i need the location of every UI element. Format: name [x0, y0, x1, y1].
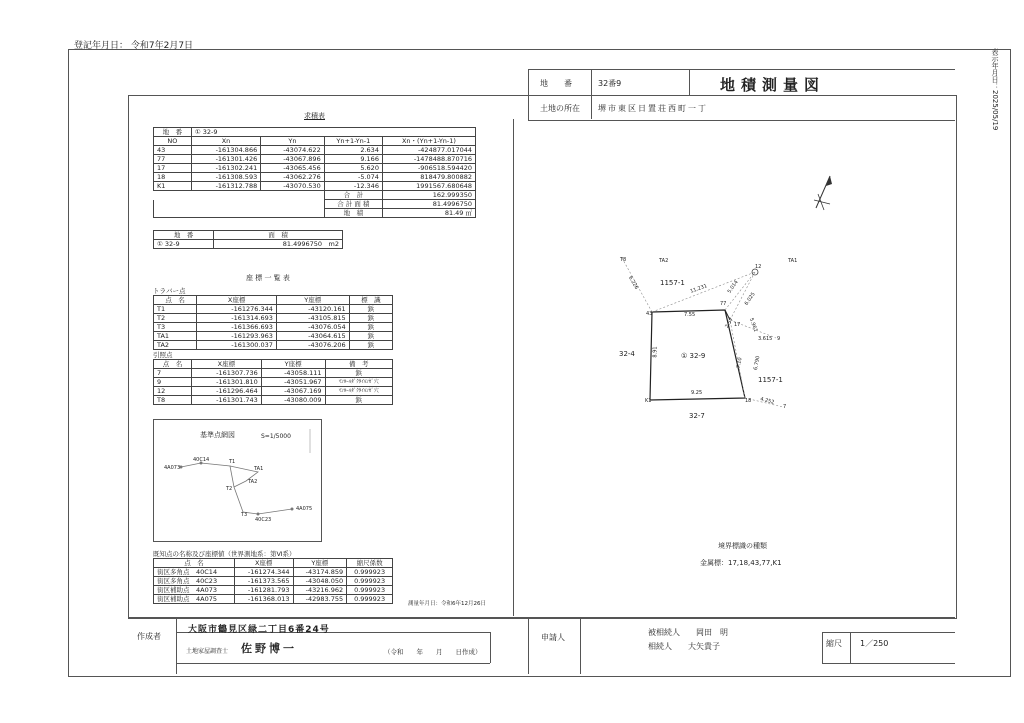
plan-pt-12: 12	[755, 264, 762, 270]
traverse-label: トラバー点	[153, 287, 186, 295]
dist-3615: 3.615	[758, 336, 773, 342]
dist-6025: 6.025	[743, 291, 757, 307]
north-arrow-icon	[808, 172, 836, 214]
dist-6226: 6.226	[626, 275, 640, 291]
dist-257: 2.57	[724, 316, 735, 330]
neighbor-1157-1-top: 1157-1	[660, 279, 685, 287]
dist-891: 8.91	[652, 346, 659, 358]
neighbor-32-7: 32-7	[689, 412, 705, 420]
net-pt-ta2: TA2	[248, 479, 258, 485]
table-row: K1 -161312.788 -43070.530 -12.346 1991567.680648	[154, 182, 476, 191]
maker-address: 大阪市鶴見区緑二丁目6番24号	[188, 625, 330, 635]
net-pt-40c23: 40C23	[255, 517, 272, 523]
network-scale: S=1/5000	[261, 433, 291, 440]
neighbor-32-4: 32-4	[619, 350, 635, 358]
area-calc-header: NO Xn Yn Yn+1-Yn-1 Xn・(Yn+1-Yn-1)	[154, 137, 476, 146]
scale-value: 1／250	[860, 639, 889, 648]
table-row: 7 -161307.736 -43058.111 鋲	[154, 369, 393, 378]
table-row: 街区補助点 4A073 -161281.793 -43216.962 0.999923	[154, 586, 393, 595]
net-pt-t1: T1	[229, 459, 236, 465]
chiban-label: 地 番	[540, 79, 572, 88]
reference-label: 引照点	[153, 351, 173, 359]
location-label: 土地の所在	[540, 104, 580, 113]
dist-4252: 4.252	[759, 396, 775, 406]
table-row: 街区多角点 40C14 -161274.344 -43174.859 0.999923	[154, 568, 393, 577]
applicant-label: 申請人	[541, 633, 565, 642]
neighbor-1157-1-right: 1157-1	[758, 376, 783, 384]
dist-6790: 6.790	[752, 355, 762, 371]
table-row: T3 -161366.693 -43076.054 鋲	[154, 323, 393, 332]
maker-title: 土地家屋調査士	[186, 648, 229, 655]
area-summary-table: 地 番 面 積 ① 32-9 81.4996750 m2	[153, 230, 343, 249]
side-date: 表示年月日：2025/05/19	[991, 48, 999, 131]
plan-pt-k1: K1	[645, 398, 652, 404]
table-row: TA2 -161300.037 -43076.206 鋲	[154, 341, 393, 350]
plan-pt-7: 7	[783, 404, 787, 410]
plan-pt-t8: T8	[620, 257, 627, 263]
plan-pt-43: 43	[646, 311, 653, 317]
known-points-table: 点 名 X座標 Y座標 縮尺係数 街区多角点 40C14 -161274.344 -43174.859 0.999923 街区多角点 40C23 -161373.565 -43048.050 0.999923 街区補助点 4A073 -161281.793 -43216.962 0.999923 街区補助点 4A075 -161368.013 -42983.755 0.999923	[153, 558, 393, 604]
table-row: 12 -161296.464 -43067.169 ﾏﾝﾎｰﾙﾀﾞｸﾀｲﾙﾝｶﾞ穴	[154, 387, 393, 396]
network-lines	[153, 419, 320, 540]
dist-925: 9.25	[691, 390, 703, 396]
table-row: 18 -161308.593 -43062.276 -5.074 818479.800882	[154, 173, 476, 182]
table-row: TA1 -161293.963 -43064.615 鋲	[154, 332, 393, 341]
applicant-heir1: 被相続人 岡田 明	[648, 628, 728, 637]
plan-pt-17: 17	[734, 322, 741, 328]
dist-755: 7.55	[684, 312, 696, 318]
area-calc-title: 求積表	[304, 112, 325, 120]
page-title: 地積測量図	[720, 76, 826, 94]
scale-label: 縮尺	[826, 639, 842, 648]
coords-title: 座 標 一 覧 表	[246, 274, 290, 282]
dist-710: 7.10	[735, 356, 744, 370]
net-pt-40c14: 40C14	[193, 457, 210, 463]
maker-date: （令和 年 月 日作成）	[384, 648, 482, 656]
applicant-heir2: 相続人 大矢貴子	[648, 642, 720, 651]
table-row: 9 -161301.810 -43051.967 ﾏﾝﾎｰﾙﾀﾞｸﾀｲﾙﾝｶﾞ穴	[154, 378, 393, 387]
table-row: T2 -161314.693 -43105.815 鋲	[154, 314, 393, 323]
location-value: 堺市東区日置荘西町一丁	[598, 104, 708, 113]
maker-name: 佐野博一	[241, 642, 297, 655]
table-row: 17 -161302.241 -43065.456 5.620 -906518.594420	[154, 164, 476, 173]
network-title: 基準点網図	[200, 431, 235, 439]
reference-table: 点 名 X座標 Y座標 備 考 7 -161307.736 -43058.111 鋲 9 -161301.810 -43051.967 ﾏﾝﾎｰﾙﾀﾞｸﾀｲﾙﾝｶﾞ穴 12 -161296.464 -43067.169 ﾏﾝﾎｰﾙﾀﾞｸﾀｲﾙﾝｶﾞ穴 T8 -161301.743 -43080.009 鋲	[153, 359, 393, 405]
traverse-table: 点 名 X座標 Y座標 標 識 T1 -161276.344 -43120.161 鋲 T2 -161314.693 -43105.815 鋲 T3 -161366.693 -43076.054 鋲 TA1 -161293.963 -43064.615 鋲 TA2 -161300.037 -43076.206 鋲	[153, 295, 393, 350]
table-row: 77 -161301.426 -43067.896 9.166 -1478488.870716	[154, 155, 476, 164]
net-pt-4a073: 4A073	[164, 465, 181, 471]
net-pt-4a075: 4A075	[296, 506, 313, 512]
plan-pt-18: 18	[745, 398, 752, 404]
dist-5961: 5.961	[747, 317, 759, 333]
table-row: 43 -161304.866 -43074.622 2.634 -424877.017044	[154, 146, 476, 155]
table-row: 街区補助点 4A075 -161368.013 -42983.755 0.999923	[154, 595, 393, 604]
plan-pt-77: 77	[720, 301, 727, 307]
survey-date: 測量年月日：令和6年12月26日	[408, 601, 486, 607]
net-pt-ta1: TA1	[254, 466, 264, 472]
net-pt-t3: T3	[241, 512, 248, 518]
dist-5014: 5.014	[726, 279, 740, 295]
chiban-value: 32番9	[598, 79, 622, 88]
plan-pt-ta1: TA1	[788, 258, 798, 264]
boundary-value: 金属標：17,18,43,77,K1	[700, 559, 782, 567]
boundary-title: 境界標識の種類	[718, 542, 767, 550]
maker-label: 作成者	[137, 632, 161, 641]
table-row: T8 -161301.743 -43080.009 鋲	[154, 396, 393, 405]
registration-date: 登記年月日： 令和7年2月7日	[74, 41, 194, 51]
area-calc-table: 地 番 ① 32-9 NO Xn Yn Yn+1-Yn-1 Xn・(Yn+1-Yn-1) 43 -161304.866 -43074.622 2.634 -424877.017044 77 -161301.426 -43067.896 9.166 -1478488.870716 17 -161302.241 -43065.456 5.620 -906518.594420 18 -161308.593 -43062.276 -5.074 818479.800882 K1 -161312.788 -43070.530 -12.346 1991567.680648 合 計 162.999350 合 計 面 積 81.4996750 地 積 81.49 ㎡	[153, 127, 476, 218]
net-pt-t2: T2	[226, 486, 233, 492]
dist-11231: 11.231	[689, 283, 708, 295]
known-points-title: 既知点の名称及び座標値（世界測地系：第Ⅵ系）	[153, 550, 296, 558]
table-row: 街区多角点 40C23 -161373.565 -43048.050 0.999923	[154, 577, 393, 586]
plan-pt-9: 9	[777, 336, 781, 342]
parcel-label: ① 32-9	[681, 352, 706, 360]
table-row: T1 -161276.344 -43120.161 鋲	[154, 305, 393, 314]
plan-pt-ta2: TA2	[659, 258, 669, 264]
